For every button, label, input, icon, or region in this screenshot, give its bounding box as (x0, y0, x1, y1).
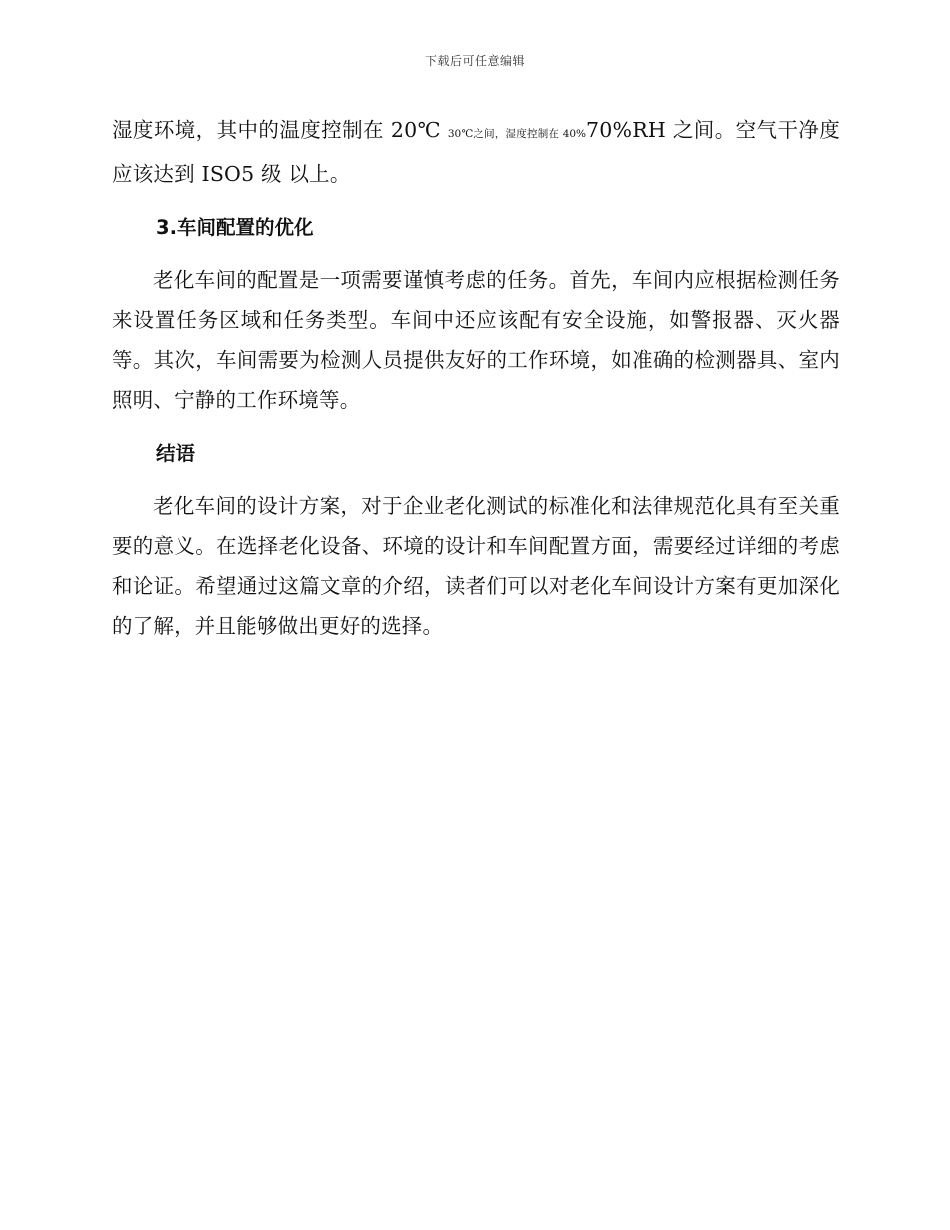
document-body (112, 110, 840, 660)
paragraph-workshop-config: 老化车间的配置是一项需要谨慎考虑的任务。首先，车间内应根据检测任务来设置任务区域和任务类型。车间中还应该配有安全设施，如警报器、灭火器等。其次，车间需要为检测人员提供友好的工作环境，如准确的检测器具、室内照明、宁静的工作环境等。 (112, 268, 840, 412)
paragraph-environment (112, 110, 840, 194)
paragraph-environment-text-1: 湿度环境，其中的温度控制在 20℃ (112, 118, 448, 142)
section-heading-workshop-config: 3.车间配置的优化 (156, 216, 314, 239)
page-header: 下载后可任意编辑 (424, 54, 525, 68)
paragraph-conclusion: 老化车间的设计方案，对于企业老化测试的标准化和法律规范化具有至关重要的意义。在选择老化设备、环境的设计和车间配置方面，需要经过详细的考虑和论证。希望通过这篇文章的介绍，读者们可以对老化车间设计方案有更加深化的了解，并且能够做出更好的选择。 (112, 494, 840, 638)
paragraph-environment-small-text: 30℃之间，湿度控制在 40% (447, 128, 587, 140)
paragraph-environment-text-2: 70%RH 之间。空气干净度应该达到 ISO5 级 以上。 (112, 118, 840, 186)
section-heading-conclusion: 结语 (156, 442, 196, 465)
